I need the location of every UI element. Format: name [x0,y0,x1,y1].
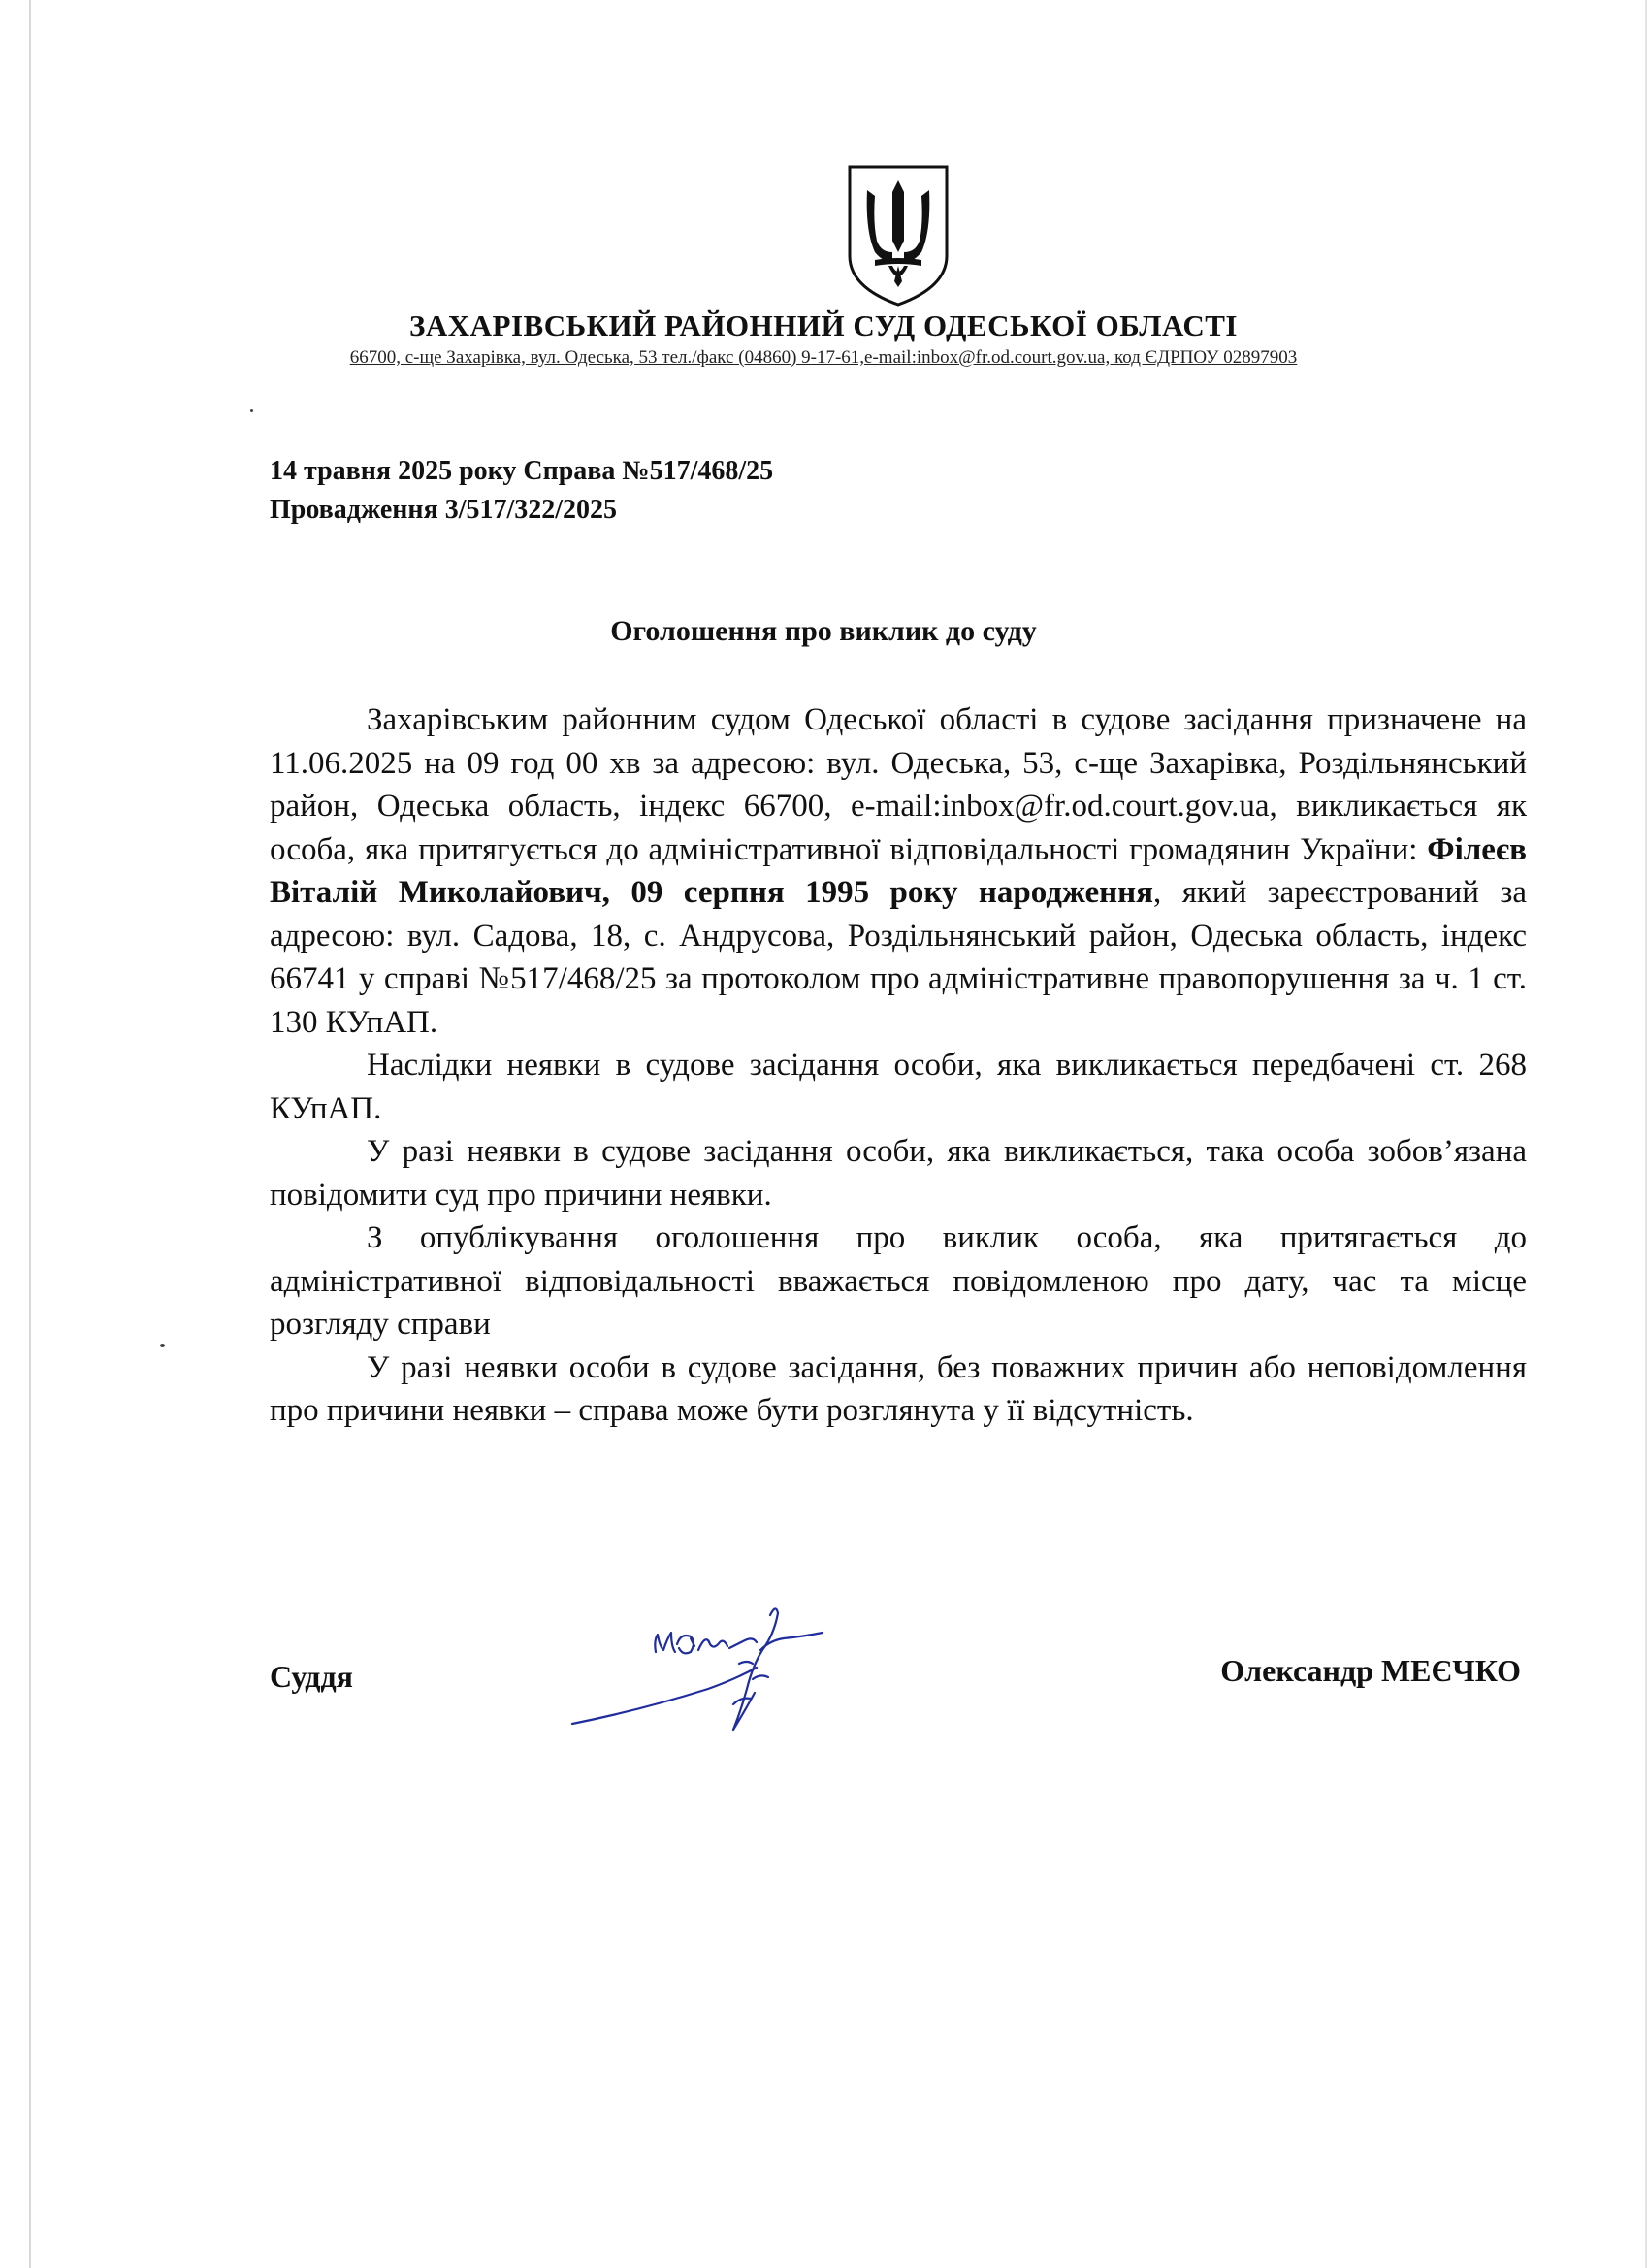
case-date-number: 14 травня 2025 року Справа №517/468/25 [270,456,774,486]
judge-label: Суддя [270,1659,353,1694]
trident-coat-of-arms-icon [846,163,951,308]
paragraph-notify-duty: У разі неявки в судове засідання особи, яка викликається, така особа зобов’язана повідомити суд про причини неявки. [270,1134,1527,1213]
defendant-name: Філеєв Віталій Миколайович, 09 серпня 1995 року народження [270,831,1527,910]
summons-text-a: Захарівським районним судом Одеської області в судове засідання призначене на 11.06.2025 на 09 год 00 хв за адресою: вул. Одеська, 53, с-ще Захарівка, Роздільнянський район, Одеська область, індекс 66700, e-mail:inbox@fr.od.court.gov.ua, викликається як особа, яка притягується до адміністративної відповідальності громадянин України: [270,702,1527,867]
court-contacts: 66700, с-ще Захарівка, вул. Одеська, 53 тел./факс (04860) 9-17-61,e-mail:inbox@fr.od.court.gov.ua, код ЄДРПОУ 02897903 [349,347,1298,368]
case-meta [270,452,773,530]
court-name: ЗАХАРІВСЬКИЙ РАЙОННИЙ СУД ОДЕСЬКОЇ ОБЛАСТІ [409,308,1238,342]
paragraph-absence: У разі неявки особи в судове засідання, без поважних причин або неповідомлення про причини неявки – справа може бути розглянута у її відсутність. [270,1349,1527,1428]
scan-speck [250,409,253,412]
judge-name: Олександр МЕЄЧКО [1220,1653,1521,1688]
summons-text-b: , який зареєстрований за адресою: вул. Садова, 18, с. Андрусова, Роздільнянський район, Одеська область, індекс 66741 у справі №517/468/25 за протоколом про адміністративне правопорушення за ч. 1 ст. 130 КУпАП. [270,875,1527,1040]
notice-body [270,698,1527,1433]
scan-speck [160,1344,165,1347]
handwritten-signature [563,1596,892,1746]
paragraph-consequences: Наслідки неявки в судове засідання особи, яка викликається передбачені ст. 268 КУпАП. [270,1048,1527,1126]
proceeding-number: Провадження 3/517/322/2025 [270,495,618,525]
paragraph-publication: З опублікування оголошення про виклик особа, яка притягається до адміністративної відповідальності вважається повідомленою про дату, час та місце розгляду справи [270,1220,1527,1342]
paragraph-summons [270,698,1527,1044]
notice-title: Оголошення про виклик до суду [610,615,1037,647]
